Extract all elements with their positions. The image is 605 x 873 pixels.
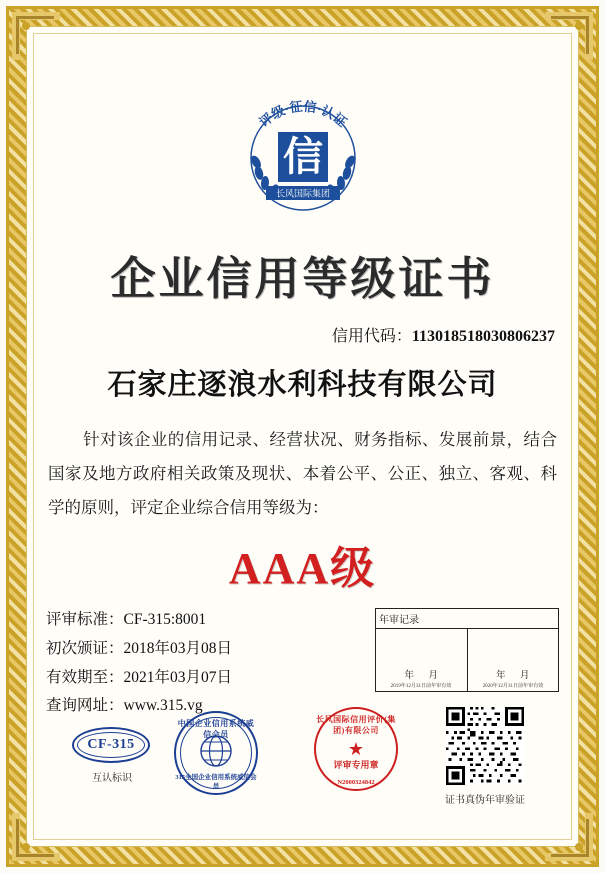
annual-review-cells — [376, 629, 558, 691]
cf315-seal-caption: 互认标识 — [92, 773, 132, 784]
cf315-seal-text: CF-315 — [87, 737, 135, 752]
blue-seal-arc-bottom: 315全国企业信用系统威信会员 — [175, 774, 257, 790]
company-name: 石家庄逐浪水利科技有限公司 — [107, 369, 498, 401]
credit-grade: AAA级 — [228, 544, 377, 594]
credit-code-line — [42, 323, 563, 346]
credit-code-value: 113018518030806237 — [411, 328, 555, 345]
emblem-container — [42, 88, 563, 226]
certificate-details — [46, 606, 232, 721]
annual-cell-note: 2019年12月31日前年审有效 — [390, 683, 452, 690]
footer-seals — [46, 705, 559, 815]
annual-review-box — [375, 608, 559, 692]
cf315-seal-oval — [72, 727, 150, 763]
certificate-content — [42, 40, 563, 833]
emblem-banner-text: 长风国际集团 — [275, 188, 330, 199]
annual-review-title: 年审记录 — [376, 609, 558, 629]
annual-cell-year-month: 年 月 — [404, 671, 444, 682]
emblem-arc-text: 评级·征信·认证 — [255, 98, 350, 130]
blue-seal-arc-top: 中国企业信用系统威信会员 — [177, 719, 255, 739]
cf315-seal — [72, 727, 152, 784]
emblem-center-char: 信 — [282, 134, 323, 179]
company-emblem-icon — [234, 88, 372, 226]
annual-cell-note: 2020年12月31日前年审有效 — [482, 683, 544, 690]
paragraph-text: 针对该企业的信用记录、经营状况、财务指标、发展前景，结合国家及地方政府相关政策及现状、本着公平、公正、独立、客观、科学的原则，评定企业综合信用等级为： — [48, 430, 557, 517]
details-and-annual-review — [42, 606, 563, 721]
red-seal-body — [314, 707, 398, 791]
svg-text:评级·征信·认证 — [256, 99, 349, 130]
annual-cell-year-month: 年 月 — [496, 671, 536, 682]
detail-standard: 评审标准：CF-315:8001 — [46, 611, 207, 629]
detail-query-url: 查询网址：www.315.vg — [46, 697, 203, 715]
red-seal-serial: N2000324842 — [337, 779, 375, 786]
annual-review-cell — [376, 629, 467, 691]
detail-issue-date: 初次颁证：2018年03月08日 — [46, 640, 233, 658]
qr-code-image[interactable] — [446, 707, 524, 785]
body-paragraph — [42, 423, 563, 524]
detail-valid-until: 有效期至：2021年03月07日 — [46, 668, 233, 686]
qr-verification-block — [437, 707, 533, 806]
red-round-seal — [314, 707, 398, 791]
qr-caption: 证书真伪年审验证 — [445, 795, 525, 806]
star-icon: ★ — [347, 739, 365, 759]
annual-review-cell — [467, 629, 559, 691]
page-title: 企业信用等级证书 — [110, 254, 495, 304]
credit-code-label: 信用代码： — [331, 328, 412, 345]
blue-seal-body — [174, 711, 258, 795]
red-seal-arc-top: 长风国际信用评价(集团)有限公司 — [316, 715, 396, 735]
red-seal-center-text: 评审专用章 — [333, 760, 379, 770]
blue-round-seal — [174, 711, 258, 795]
